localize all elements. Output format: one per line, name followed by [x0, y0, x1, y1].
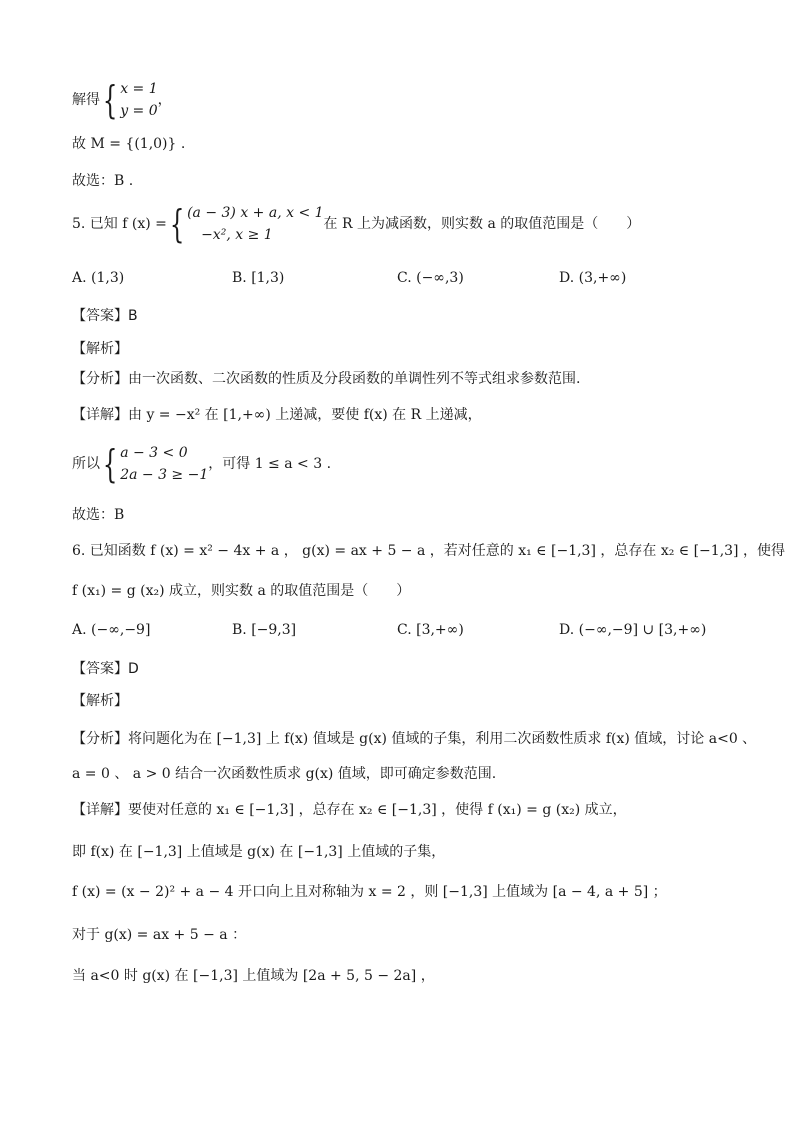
equation-system — [100, 78, 158, 122]
so-prefix: 所以 — [72, 456, 100, 472]
q6-detail-1: 【详解】要使对任意的 x₁ ∈ [−1,3] ，总存在 x₂ ∈ [−1,3] ，使得 f (x₁) = g (x₂) 成立， — [72, 802, 627, 818]
q5-choice: 故选：B — [72, 507, 125, 523]
q5-answer: 【答案】B — [72, 308, 138, 324]
prev-choice-line: 故选：B . — [72, 173, 134, 189]
q6-detail-3: f (x) = (x − 2)² + a − 4 开口向上且对称轴为 x = 2 ，则 [−1,3] 上值域为 [a − 4, a + 5] ； — [72, 884, 667, 900]
q5-option-c[interactable]: C. (−∞,3) — [397, 270, 464, 286]
q6-analysis-2: a = 0 、 a > 0 结合一次函数性质求 g(x) 值域，即可确定参数范围. — [72, 766, 497, 782]
q6-analysis-1: 【分析】将问题化为在 [−1,3] 上 f(x) 值域是 g(x) 值域的子集，利用二次函数性质求 f(x) 值域，讨论 a<0 、 — [72, 731, 757, 747]
left-brace: { — [102, 78, 118, 122]
piece-2: −x², x ≥ 1 — [201, 227, 273, 243]
q5-options — [72, 270, 722, 294]
q6-options — [72, 622, 722, 646]
q6-detail-5: 当 a<0 时 g(x) 在 [−1,3] 上值域为 [2a + 5, 5 − 2a] ， — [72, 968, 435, 984]
ineq-1: a − 3 < 0 — [120, 445, 188, 461]
left-brace: { — [169, 202, 185, 246]
solve-prefix: 解得 — [72, 92, 100, 108]
ineq-2: 2a − 3 ≥ −1 — [120, 467, 209, 483]
q5-analysis-header: 【解析】 — [72, 341, 128, 357]
set-result-line: 故 M = {(1,0)} . — [72, 136, 186, 152]
solve-system-line — [72, 78, 172, 122]
piecewise-function — [167, 202, 324, 246]
solve-suffix: ， — [157, 92, 172, 108]
q6-answer: 【答案】D — [72, 661, 139, 677]
system-eq-2: y = 0 — [120, 103, 158, 119]
inequality-system — [100, 442, 208, 486]
q6-option-d[interactable]: D. (−∞,−9] ∪ [3,+∞) — [559, 622, 707, 638]
q5-detail: 【详解】由 y = −x² 在 [1,+∞) 上递减，要使 f(x) 在 R 上递减， — [72, 407, 482, 423]
q6-option-c[interactable]: C. [3,+∞) — [397, 622, 464, 638]
q6-detail-2: 即 f(x) 在 [−1,3] 上值域是 g(x) 在 [−1,3] 上值域的子集， — [72, 844, 446, 860]
q6-stem-2: f (x₁) = g (x₂) 成立，则实数 a 的取值范围是（ ） — [72, 583, 411, 599]
q5-option-b[interactable]: B. [1,3) — [232, 270, 285, 286]
q5-suffix: 在 R 上为减函数，则实数 a 的取值范围是（ ） — [323, 216, 641, 232]
q5-prefix: 5. 已知 f (x) = — [72, 216, 167, 232]
left-brace: { — [102, 442, 118, 486]
system-eq-1: x = 1 — [120, 81, 158, 97]
q6-option-b[interactable]: B. [−9,3] — [232, 622, 297, 638]
q5-option-d[interactable]: D. (3,+∞) — [559, 270, 627, 286]
q6-option-a[interactable]: A. (−∞,−9] — [72, 622, 151, 638]
q5-inequality-line — [72, 442, 331, 486]
piece-1: (a − 3) x + a, x < 1 — [187, 205, 324, 221]
so-suffix: ，可得 1 ≤ a < 3 . — [208, 456, 332, 472]
q6-stem-1: 6. 已知函数 f (x) = x² − 4x + a ， g(x) = ax + 5 − a ，若对任意的 x₁ ∈ [−1,3] ，总存在 x₂ ∈ [−1,3] ，使得 — [72, 543, 785, 559]
q6-detail-4: 对于 g(x) = ax + 5 − a ： — [72, 927, 247, 943]
q6-analysis-header: 【解析】 — [72, 693, 128, 709]
q5-analysis: 【分析】由一次函数、二次函数的性质及分段函数的单调性列不等式组求参数范围. — [72, 371, 581, 387]
q5-stem — [72, 202, 640, 246]
q5-option-a[interactable]: A. (1,3) — [72, 270, 125, 286]
